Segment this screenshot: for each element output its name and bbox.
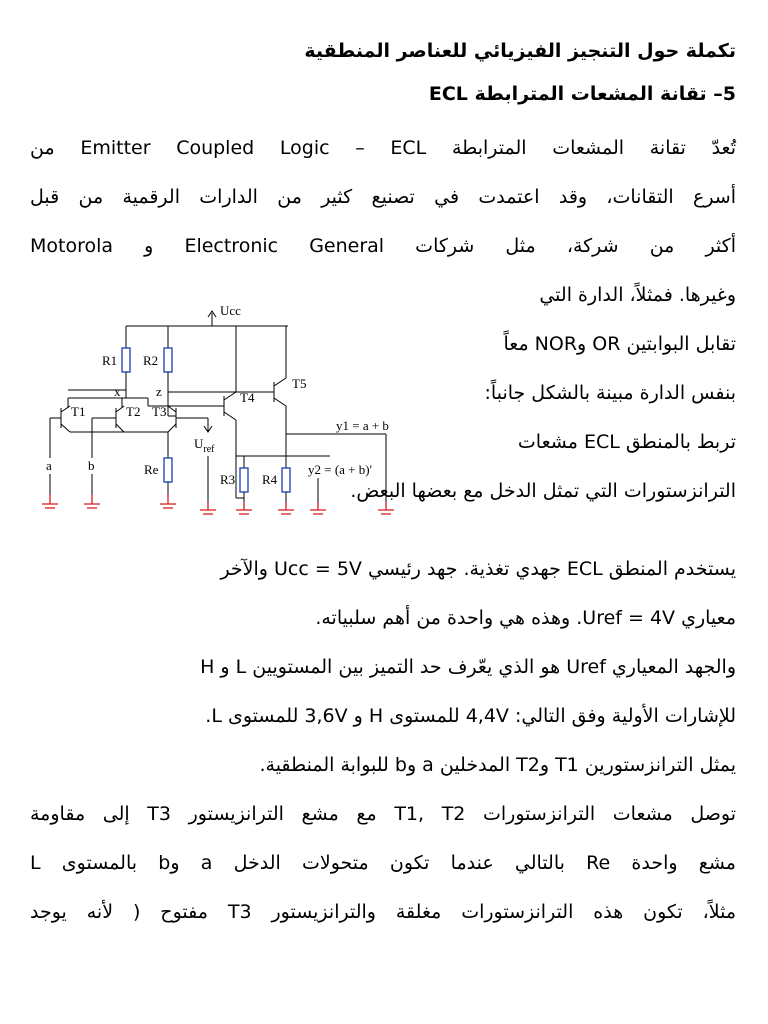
paragraph2-line-5: يمثل الترانزستورين T1 وT2 المدخلين a وb للبوابة المنطقية. [259, 754, 736, 776]
uref-label: $U_{ref}$ [194, 436, 215, 455]
paragraph2-line-6: توصل مشعات الترانزستورات T1, T2 مع مشع الترانزيستور T3 إلى مقاومة [30, 803, 737, 825]
output-y2-label: y2 = (a + b)' [308, 462, 372, 477]
paragraph1-line-7: تربط بالمنطق ECL مشعات [517, 431, 736, 453]
ecl-circuit-figure [30, 306, 450, 558]
ground-y1-icon [378, 502, 394, 510]
ecl-circuit-diagram [30, 306, 450, 558]
paragraph2-line-7: مشع واحدة Re بالتالي عندما تكون متحولات الدخل a وb بالمستوى L [30, 852, 736, 874]
document-page [30, 36, 736, 1016]
t5-label: T5 [292, 376, 307, 391]
resistor-r1 [122, 348, 130, 372]
paragraph2-line-4: للإشارات الأولية وفق التالي: 4,4V للمستوى H و 3,6V للمستوى L. [205, 705, 736, 727]
resistor-r3 [240, 468, 248, 492]
paragraph2-line-2: معياري Uref = 4V. وهذه هي واحدة من أهم سلبياته. [315, 607, 736, 629]
ground-b-icon [84, 494, 100, 504]
paragraph1-line-2: أسرع التقانات، وقد اعتمدت في تصنيع كثير من الدارات الرقمية من قبل [30, 186, 736, 208]
t4-label: T4 [240, 390, 255, 405]
ucc-label: Ucc [220, 306, 241, 318]
paragraph1-line-3: أكثر من شركة، مثل شركات Electronic General و Motorola [30, 235, 736, 257]
paragraph1-line-4: وغيرها. فمثلاً، الدارة التي [539, 284, 736, 306]
resistor-re [164, 458, 172, 482]
ground-r3-icon [236, 502, 252, 510]
node-z-label: z [156, 384, 162, 399]
r4-label: R4 [262, 472, 278, 487]
section-heading: 5– تقانة المشعات المترابطة ECL [428, 83, 736, 105]
ground-uref-icon [200, 502, 216, 510]
paragraph1-line-5: تقابل البوابتين OR وNOR معاً [503, 333, 736, 355]
ground-r4-icon [278, 502, 294, 510]
output-y1-label: y1 = a + b [336, 418, 389, 433]
t3-label: T3 [152, 404, 167, 419]
ground-y2-icon [310, 502, 326, 510]
input-a-label: a [46, 458, 52, 473]
paragraph1-line-1: تُعدّ تقانة المشعات المترابطة Emitter Coupled Logic – ECL من [30, 137, 737, 159]
r3-label: R3 [220, 472, 236, 487]
node-x-label: x [114, 384, 121, 399]
document-title: تكملة حول التنجيز الفيزيائي للعناصر المنطقية [304, 40, 736, 62]
paragraph2-line-1: يستخدم المنطق ECL جهدي تغذية. جهد رئيسي Ucc = 5V والآخر [220, 558, 736, 580]
input-b-label: b [88, 458, 95, 473]
ground-re-icon [160, 494, 176, 504]
paragraph2-line-8: مثلاً، تكون هذه الترانزستورات مغلقة والترانزيستور T3 مفتوح ( لأنه يوجد [30, 901, 736, 923]
r2-label: R2 [143, 353, 159, 368]
paragraph2-line-3: والجهد المعياري Uref هو الذي يعّرف حد التميز بين المستويين L و H [200, 656, 736, 678]
ground-a-icon [42, 494, 58, 504]
t2-label: T2 [126, 404, 141, 419]
r1-label: R1 [102, 353, 118, 368]
paragraph1-line-6: بنفس الدارة مبينة بالشكل جانباً: [484, 382, 736, 404]
resistor-r2 [164, 348, 172, 372]
resistor-r4 [282, 468, 290, 492]
t1-label: T1 [71, 404, 86, 419]
paragraph1-line-8: الترانزستورات التي تمثل الدخل مع بعضها البعض. [350, 480, 736, 502]
re-label: Re [144, 462, 159, 477]
